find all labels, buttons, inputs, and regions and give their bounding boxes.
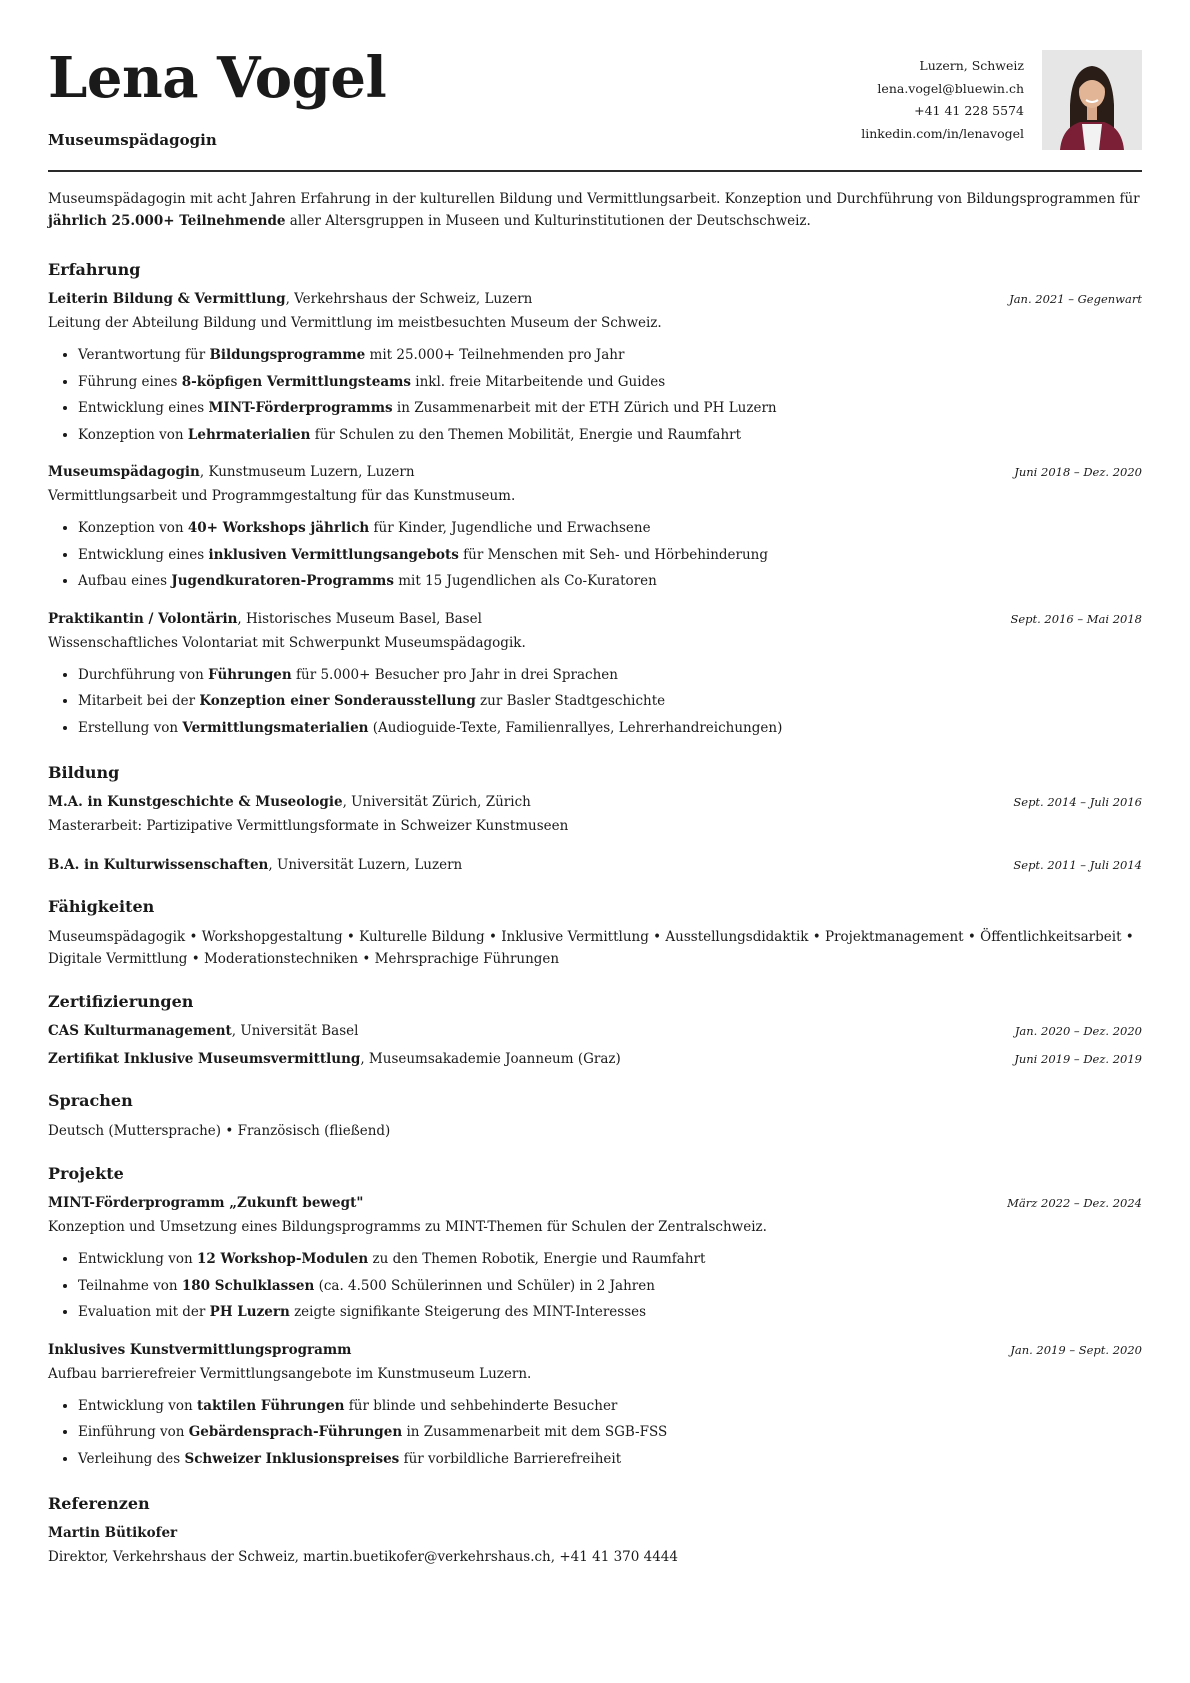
experience-entry [48, 609, 1142, 742]
entry-title: MINT-Förderprogramm „Zukunft bewegt" [48, 1195, 364, 1211]
bullet-item: • Konzeption von Lehrmaterialien für Schulen zu den Themen Mobilität, Energie und Raumfahrt [78, 422, 1142, 449]
entry-description: Aufbau barrierefreier Vermittlungsangebote im Kunstmuseum Luzern. [48, 1365, 532, 1382]
bullet-item: • Entwicklung von 12 Workshop-Modulen zu den Themen Robotik, Energie und Raumfahrt [78, 1246, 1142, 1273]
entry-organization: , Universität Basel [231, 1023, 359, 1039]
entry-date: Sept. 2014 – Juli 2016 [1013, 795, 1142, 809]
experience-entry [48, 462, 1142, 595]
entry-date: Jan. 2021 – Gegenwart [1009, 292, 1142, 306]
entry-organization: , Kunstmuseum Luzern, Luzern [199, 464, 415, 480]
bullet-item: • Aufbau eines Jugendkuratoren-Programms mit 15 Jugendlichen als Co-Kuratoren [78, 568, 1142, 595]
section-title-experience: Erfahrung [48, 260, 141, 279]
experience-entry [48, 289, 1142, 448]
bullet-item: • Verantwortung für Bildungsprogramme mit 25.000+ Teilnehmenden pro Jahr [78, 342, 1142, 369]
bullet-item: • Erstellung von Vermittlungsmaterialien (Audioguide-Texte, Familienrallyes, Lehrerhandreichungen) [78, 715, 1142, 742]
bullet-item: • Einführung von Gebärdensprach-Führungen in Zusammenarbeit mit dem SGB-FSS [78, 1419, 1142, 1446]
education-entry [48, 792, 1142, 837]
entry-heading [48, 1021, 1142, 1041]
entry-description: Wissenschaftliches Volontariat mit Schwerpunkt Museumspädagogik. [48, 634, 526, 651]
bullet-item: • Entwicklung eines MINT-Förderprogramms in Zusammenarbeit mit der ETH Zürich und PH Luzern [78, 395, 1142, 422]
entry-bullets [48, 662, 1142, 742]
entry-date: Jan. 2019 – Sept. 2020 [1010, 1342, 1142, 1357]
reference-entry [48, 1523, 1142, 1568]
section-title-languages: Sprachen [48, 1091, 133, 1110]
bullet-item: • Verleihung des Schweizer Inklusionspreises für vorbildliche Barrierefreiheit [78, 1446, 1142, 1473]
entry-description: Vermittlungsarbeit und Programmgestaltung für das Kunstmuseum. [48, 488, 516, 504]
section-title-projects: Projekte [48, 1164, 124, 1183]
profile-photo [1042, 50, 1142, 150]
summary-text-b: aller Altersgruppen in Museen und Kulturinstitutionen der Deutschschweiz. [285, 213, 811, 229]
entry-heading [48, 289, 1142, 309]
candidate-name: Lena Vogel [48, 45, 387, 111]
entry-organization: , Museumsakademie Joanneum (Graz) [360, 1051, 621, 1067]
section-title-skills: Fähigkeiten [48, 897, 155, 916]
certification-entry [48, 1021, 1142, 1041]
entry-title: Inklusives Kunstvermittlungsprogramm [48, 1341, 352, 1358]
contact-block [861, 55, 1024, 145]
entry-heading [48, 1193, 1142, 1213]
entry-title: M.A. in Kunstgeschichte & Museologie [48, 794, 343, 810]
entry-date: Jan. 2020 – Dez. 2020 [1014, 1024, 1142, 1038]
entry-heading [48, 1049, 1142, 1069]
entry-bullets [48, 515, 1142, 595]
entry-date: Sept. 2011 – Juli 2014 [1013, 858, 1142, 872]
project-entry [48, 1193, 1142, 1326]
entry-title: B.A. in Kulturwissenschaften [48, 857, 269, 873]
candidate-role: Museumspädagogin [48, 131, 217, 149]
section-title-references: Referenzen [48, 1494, 150, 1513]
entry-title: Zertifikat Inklusive Museumsvermittlung [48, 1051, 361, 1067]
entry-date: März 2022 – Dez. 2024 [1007, 1196, 1142, 1210]
contact-location: Luzern, Schweiz [919, 58, 1024, 73]
entry-organization: , Universität Zürich, Zürich [342, 794, 531, 810]
bullet-item: • Führung eines 8-köpfigen Vermittlungsteams inkl. freie Mitarbeitende und Guides [78, 369, 1142, 396]
entry-heading [48, 855, 1142, 875]
entry-heading [48, 1340, 1142, 1360]
contact-linkedin[interactable]: linkedin.com/in/lenavogel [861, 125, 1024, 141]
entry-organization: , Universität Luzern, Luzern [268, 857, 463, 873]
bullet-item: • Mitarbeit bei der Konzeption einer Sonderausstellung zur Basler Stadtgeschichte [78, 688, 1142, 715]
languages-list: Deutsch (Muttersprache) • Französisch (fließend) [48, 1123, 391, 1139]
bullet-item: • Durchführung von Führungen für 5.000+ Besucher pro Jahr in drei Sprachen [78, 662, 1142, 689]
reference-details: Direktor, Verkehrshaus der Schweiz, martin.buetikofer@verkehrshaus.ch, +41 41 370 4444 [48, 1549, 678, 1565]
entry-description: Masterarbeit: Partizipative Vermittlungsformate in Schweizer Kunstmuseen [48, 818, 569, 834]
entry-bullets [48, 1246, 1142, 1326]
resume-header [48, 0, 1142, 172]
bullet-item: • Evaluation mit der PH Luzern zeigte signifikante Steigerung des MINT-Interesses [78, 1299, 1142, 1326]
entry-organization: , Verkehrshaus der Schweiz, Luzern [285, 291, 533, 307]
summary-text-a: Museumspädagogin mit acht Jahren Erfahrung in der kulturellen Bildung und Vermittlungsarbeit. Konzeption und Durchführung von Bildungsprogrammen für [48, 191, 1140, 207]
entry-organization: , Historisches Museum Basel, Basel [237, 610, 482, 627]
certification-entry [48, 1049, 1142, 1069]
summary-highlight: jährlich 25.000+ Teilnehmende [48, 213, 286, 229]
section-title-certifications: Zertifizierungen [48, 992, 194, 1011]
bullet-item: • Entwicklung eines inklusiven Vermittlungsangebots für Menschen mit Seh- und Hörbehinderung [78, 542, 1142, 569]
entry-title: CAS Kulturmanagement [48, 1023, 232, 1039]
entry-description: Leitung der Abteilung Bildung und Vermittlung im meistbesuchten Museum der Schweiz. [48, 315, 662, 331]
entry-date: Juni 2019 – Dez. 2019 [1014, 1052, 1142, 1066]
bullet-item: • Entwicklung von taktilen Führungen für blinde und sehbehinderte Besucher [78, 1393, 1142, 1420]
project-entry [48, 1340, 1142, 1473]
entry-description: Konzeption und Umsetzung eines Bildungsprogramms zu MINT-Themen für Schulen der Zentralschweiz. [48, 1219, 767, 1235]
entry-bullets [48, 342, 1142, 448]
entry-title: Leiterin Bildung & Vermittlung [48, 291, 286, 307]
skills-list: Museumspädagogik • Workshopgestaltung • Kulturelle Bildung • Inklusive Vermittlung • Ausstellungsdidaktik • Projektmanagement • Öffentlichkeitsarbeit • Digitale Vermittlung • Moderationstechniken • Mehrsprachige Führungen [48, 929, 1134, 967]
entry-heading [48, 1523, 1142, 1543]
reference-name: Martin Bütikofer [48, 1525, 178, 1541]
entry-heading [48, 462, 1142, 482]
section-title-education: Bildung [48, 763, 120, 782]
profile-summary [48, 188, 1142, 232]
contact-phone: +41 41 228 5574 [914, 103, 1024, 118]
entry-date: Sept. 2016 – Mai 2018 [1010, 611, 1142, 626]
bullet-item: • Konzeption von 40+ Workshops jährlich für Kinder, Jugendliche und Erwachsene [78, 515, 1142, 542]
entry-bullets [48, 1393, 1142, 1473]
profile-portrait-icon [1042, 50, 1142, 150]
contact-email[interactable]: lena.vogel@bluewin.ch [877, 80, 1024, 96]
bullet-item: • Teilnahme von 180 Schulklassen (ca. 4.500 Schülerinnen und Schüler) in 2 Jahren [78, 1273, 1142, 1300]
education-entry [48, 855, 1142, 875]
entry-title: Museumspädagogin [48, 464, 200, 480]
entry-title: Praktikantin / Volontärin [48, 610, 238, 627]
entry-heading [48, 792, 1142, 812]
entry-date: Juni 2018 – Dez. 2020 [1014, 465, 1142, 479]
entry-heading [48, 609, 1142, 629]
